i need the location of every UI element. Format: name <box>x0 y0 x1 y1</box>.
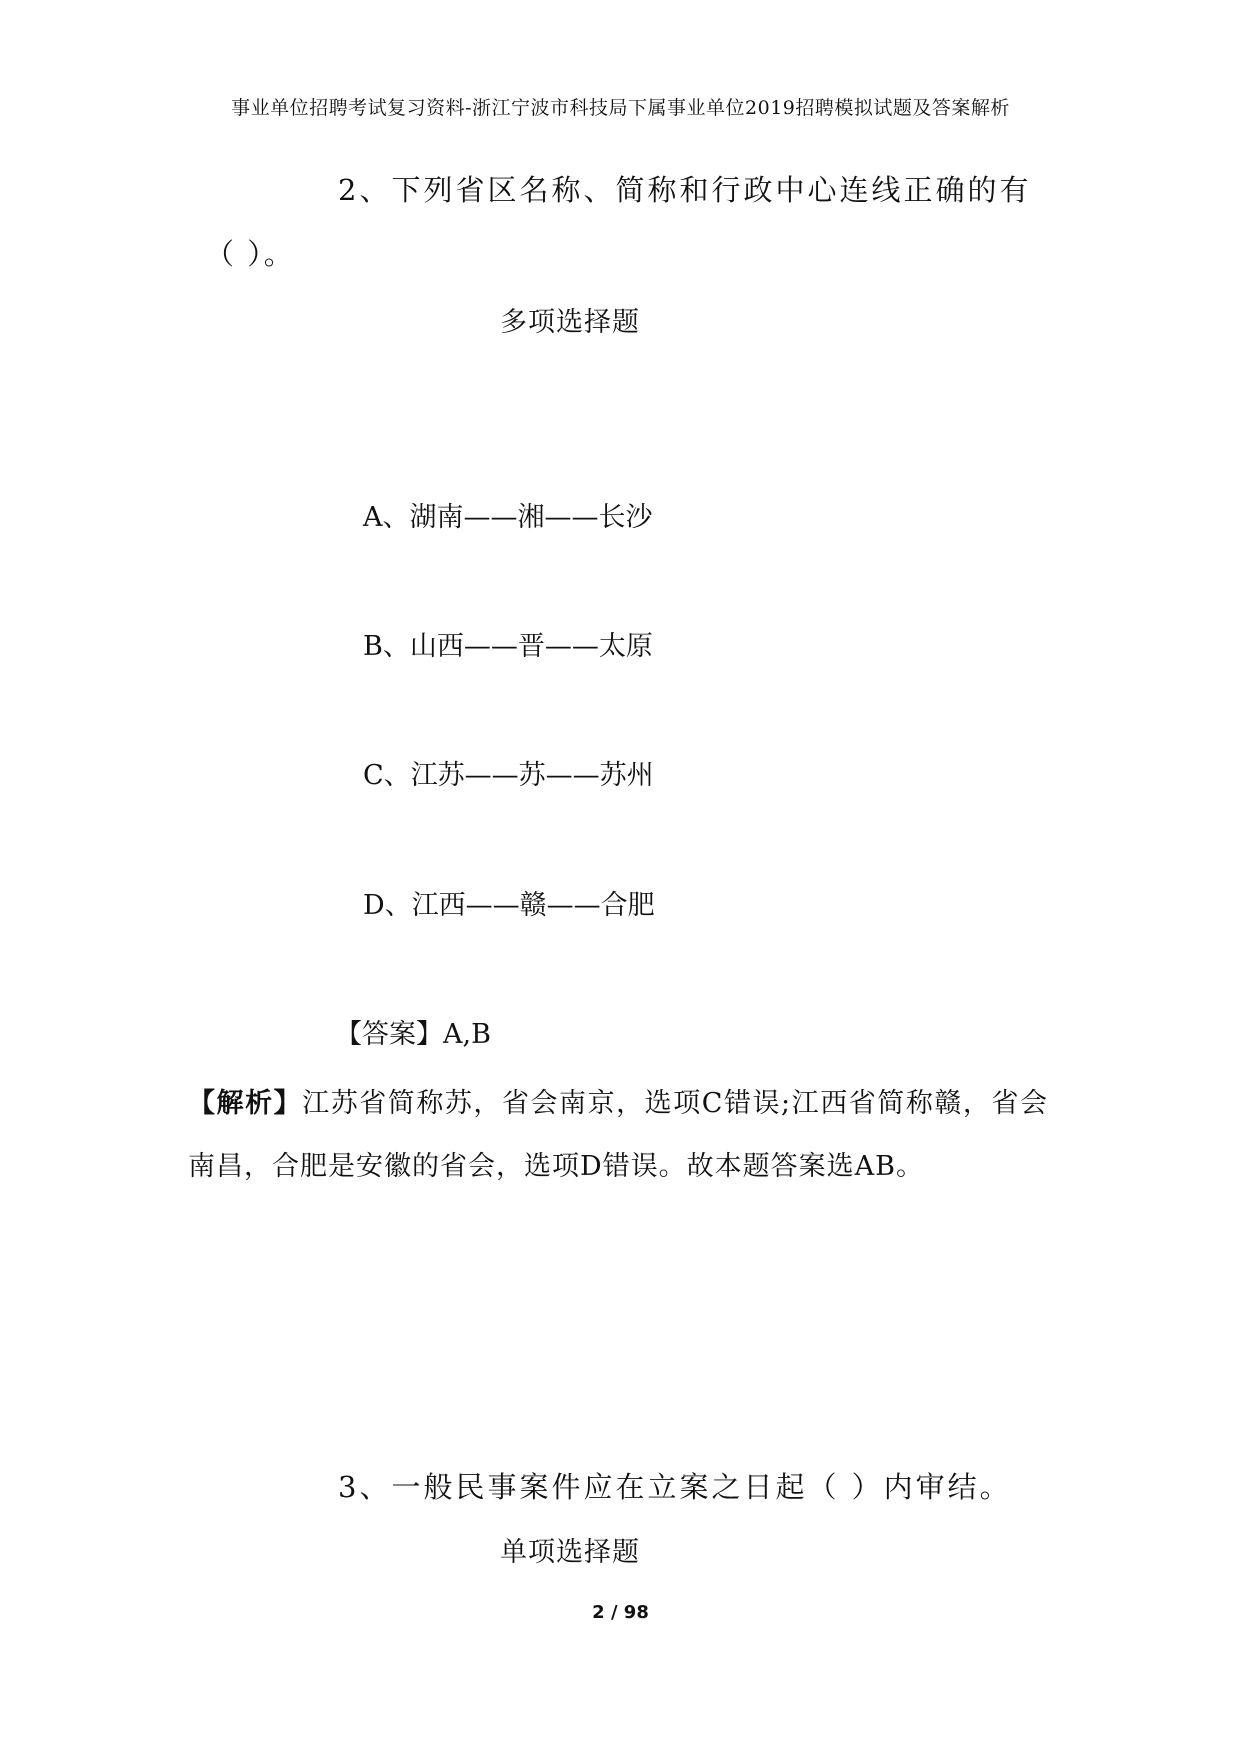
question-2-blank: （ ）。 <box>205 237 295 271</box>
question-3-type: 单项选择题 <box>500 1537 640 1568</box>
question-3-stem: 3、一般民事案件应在立案之日起（ ）内审结。 <box>338 1470 1012 1504</box>
question-2-type: 多项选择题 <box>500 307 640 338</box>
analysis-text: 江苏省简称苏，省会南京，选项C错误;江西省简称赣，省会南昌，合肥是安徽的省会，选项D错误。故本题答案选AB。 <box>188 1088 1048 1182</box>
page-number: 2 / 98 <box>592 1602 649 1623</box>
analysis-label: 【解析】 <box>188 1088 303 1119</box>
answer: 【答案】A,B <box>335 1019 491 1050</box>
option-b: B、山西——晋——太原 <box>363 631 653 662</box>
analysis <box>188 1072 1048 1198</box>
option-c: C、江苏——苏——苏州 <box>363 760 654 791</box>
option-a: A、湖南——湘——长沙 <box>363 502 653 533</box>
option-d: D、江西——赣——合肥 <box>363 890 655 921</box>
page-header: 事业单位招聘考试复习资料-浙江宁波市科技局下属事业单位2019招聘模拟试题及答案解析 <box>231 97 1010 119</box>
question-2-stem: 2、下列省区名称、简称和行政中心连线正确的有 <box>338 173 1032 207</box>
